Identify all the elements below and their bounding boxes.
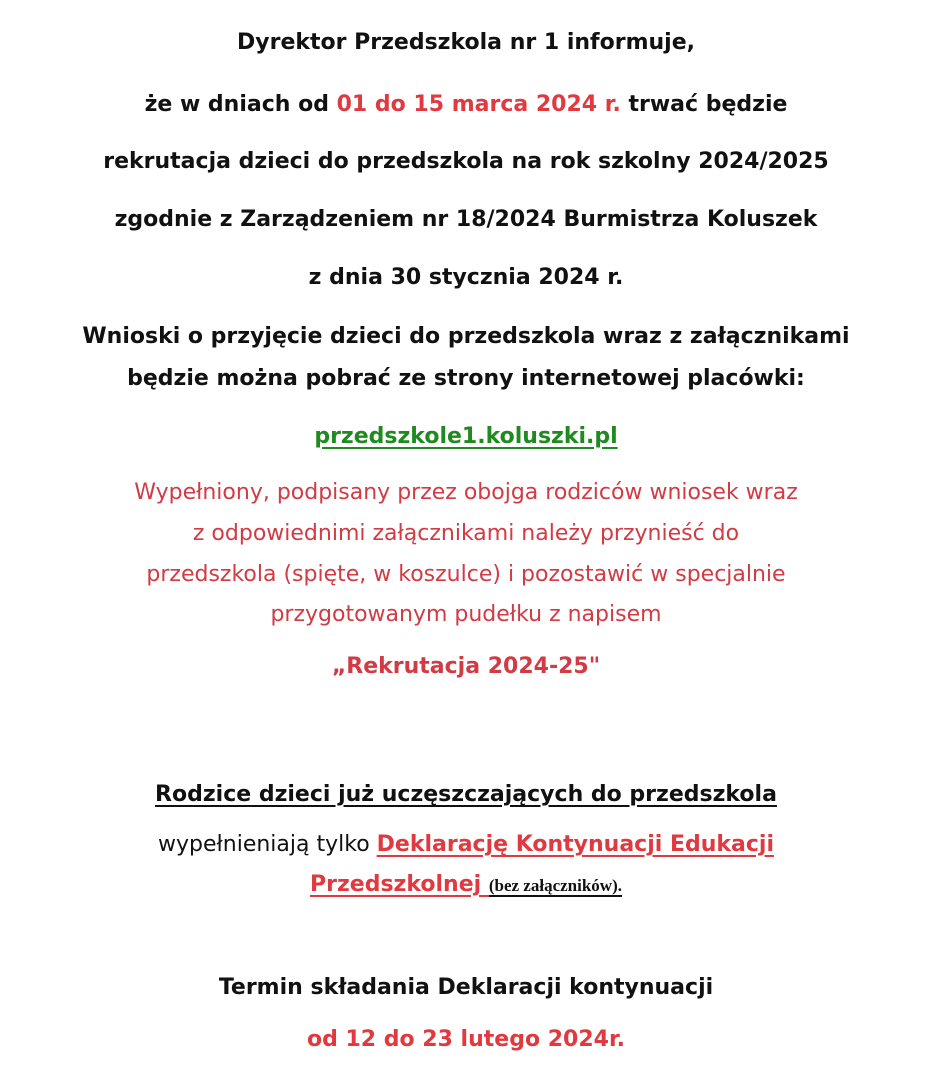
regulation-line: zgodnie z Zarządzeniem nr 18/2024 Burmistrza Koluszek [114,207,818,232]
recruitment-period-prefix: że w dniach od [144,92,337,117]
deadline-label: Termin składania Deklaracji kontynuacji [218,975,714,1000]
applications-line-2: będzie można pobrać ze strony internetowej placówki: [127,366,805,391]
no-attachments-note: (bez załączników). [488,876,622,895]
recruitment-period-suffix: trwać będzie [620,92,788,117]
page-title: Dyrektor Przedszkola nr 1 informuje, [237,30,695,55]
continuation-line-2 [0,870,932,901]
box-label: „Rekrutacja 2024-25" [331,654,601,679]
continuation-line-1 [0,830,932,860]
school-year-line: rekrutacja dzieci do przedszkola na rok szkolny 2024/2025 [103,149,829,174]
website-link[interactable]: przedszkole1.koluszki.pl [314,424,618,449]
instructions-line-4: przygotowanym pudełku z napisem [270,602,662,627]
continuation-prefix: wypełnieniają tylko [158,832,377,857]
instructions-line-2: z odpowiednimi załącznikami należy przynieść do [192,521,740,546]
recruitment-dates: 01 do 15 marca 2024 r. [336,92,621,117]
instructions-line-3: przedszkola (spięte, w koszulce) i pozostawić w specjalnie [146,562,786,587]
recruitment-period-line [0,90,932,120]
regulation-date-line: z dnia 30 stycznia 2024 r. [308,265,624,290]
continuation-heading-line [0,780,932,810]
deadline-dates: od 12 do 23 lutego 2024r. [306,1027,626,1052]
applications-line-1: Wnioski o przyjęcie dzieci do przedszkola wraz z załącznikami [82,324,850,349]
instructions-line-1: Wypełniony, podpisany przez obojga rodziców wniosek wraz [134,480,798,505]
declaration-link-part-2[interactable]: Przedszkolnej [310,872,489,897]
website-line [0,422,932,452]
continuation-heading: Rodzice dzieci już uczęszczających do przedszkola [155,782,777,807]
declaration-link-part-1[interactable]: Deklarację Kontynuacji Edukacji [376,832,774,857]
